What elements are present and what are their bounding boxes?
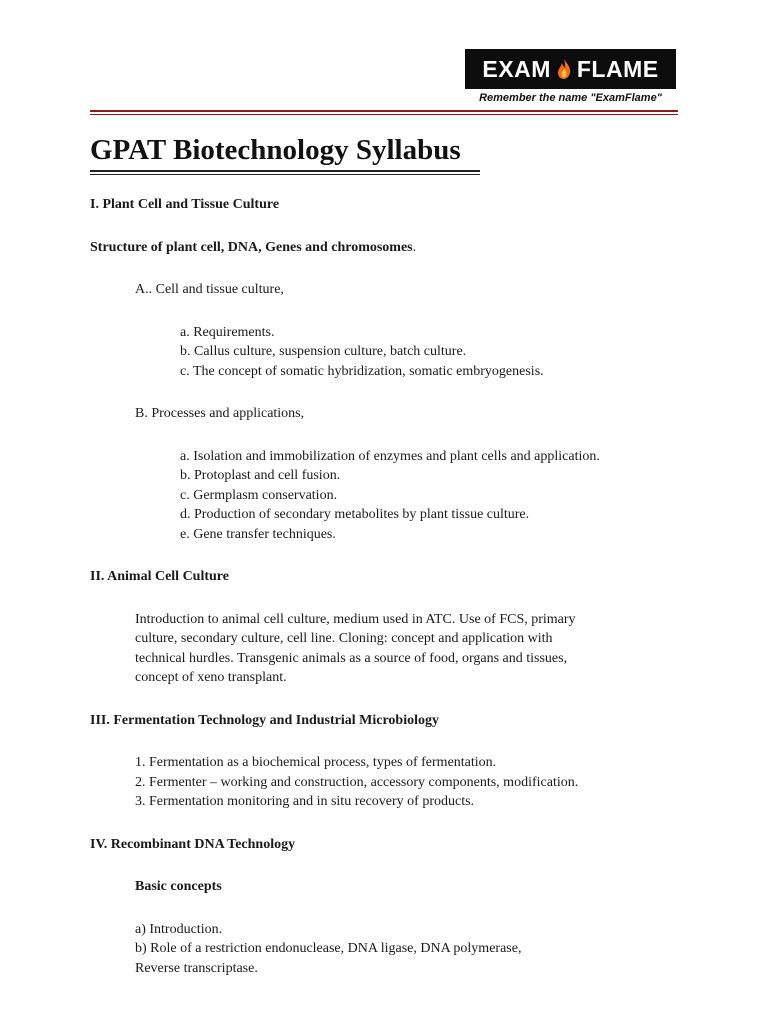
list-item: c. The concept of somatic hybridization, somatic embryogenesis.	[180, 363, 544, 379]
section-1-heading: I. Plant Cell and Tissue Culture	[90, 197, 280, 212]
logo-text-right: FLAME	[576, 55, 659, 82]
subsection-b-list	[90, 447, 690, 545]
title-underline-thin	[90, 174, 480, 175]
section-4-heading: IV. Recombinant DNA Technology	[90, 836, 296, 852]
header-divider	[90, 110, 678, 112]
logo-text-left: EXAM	[482, 55, 551, 82]
list-item: b. Callus culture, suspension culture, batch culture.	[180, 344, 467, 359]
list-item: b) Role of a restriction endonuclease, DNA ligase, DNA polymerase,	[135, 941, 522, 956]
list-item: a. Requirements.	[180, 324, 275, 340]
document-body	[90, 132, 690, 978]
section-3-heading: III. Fermentation Technology and Industrial Microbiology	[90, 712, 440, 728]
list-item: b. Protoplast and cell fusion.	[180, 468, 341, 483]
exam-flame-logo	[465, 49, 676, 89]
flame-icon	[555, 58, 573, 80]
subsection-a-label: A.. Cell and tissue culture,	[135, 282, 284, 297]
list-item: 2. Fermenter – working and construction, accessory components, modification.	[135, 774, 579, 790]
section-2-paragraph	[90, 610, 690, 688]
list-item: 3. Fermentation monitoring and in situ recovery of products.	[135, 794, 475, 809]
list-item: d. Production of secondary metabolites by plant tissue culture.	[180, 507, 530, 522]
list-item: a) Introduction.	[135, 921, 223, 937]
subsection-b-label: B. Processes and applications,	[135, 406, 305, 421]
section-1-subheading	[90, 238, 690, 258]
paragraph-line: technical hurdles. Transgenic animals as a source of food, organs and tissues,	[135, 650, 568, 666]
section-4-subheading: Basic concepts	[135, 879, 222, 894]
paragraph-line: culture, secondary culture, cell line. Cloning: concept and application with	[135, 631, 553, 646]
paragraph-line: concept of xeno transplant.	[135, 670, 287, 685]
paragraph-line: Introduction to animal cell culture, medium used in ATC. Use of FCS, primary	[135, 611, 576, 627]
list-item: e. Gene transfer techniques.	[180, 526, 336, 542]
section-4-list	[90, 920, 690, 979]
section-3-list	[90, 753, 690, 812]
header	[0, 0, 768, 120]
header-divider-thin	[90, 114, 678, 115]
section-1-subheading-tail: .	[412, 239, 417, 255]
list-item: Reverse transcriptase.	[135, 960, 258, 976]
list-item: c. Germplasm conservation.	[180, 487, 338, 503]
section-2-heading: II. Animal Cell Culture	[90, 569, 229, 584]
list-item: a. Isolation and immobilization of enzymes and plant cells and application.	[180, 448, 600, 464]
subsection-a-list	[90, 323, 690, 382]
page-title: GPAT Biotechnology Syllabus	[90, 134, 461, 166]
list-item: 1. Fermentation as a biochemical process, types of fermentation.	[135, 755, 497, 770]
tagline: Remember the name "ExamFlame"	[479, 92, 662, 104]
section-1-subheading-text: Structure of plant cell, DNA, Genes and chromosomes	[90, 239, 413, 255]
title-underline	[90, 170, 480, 172]
